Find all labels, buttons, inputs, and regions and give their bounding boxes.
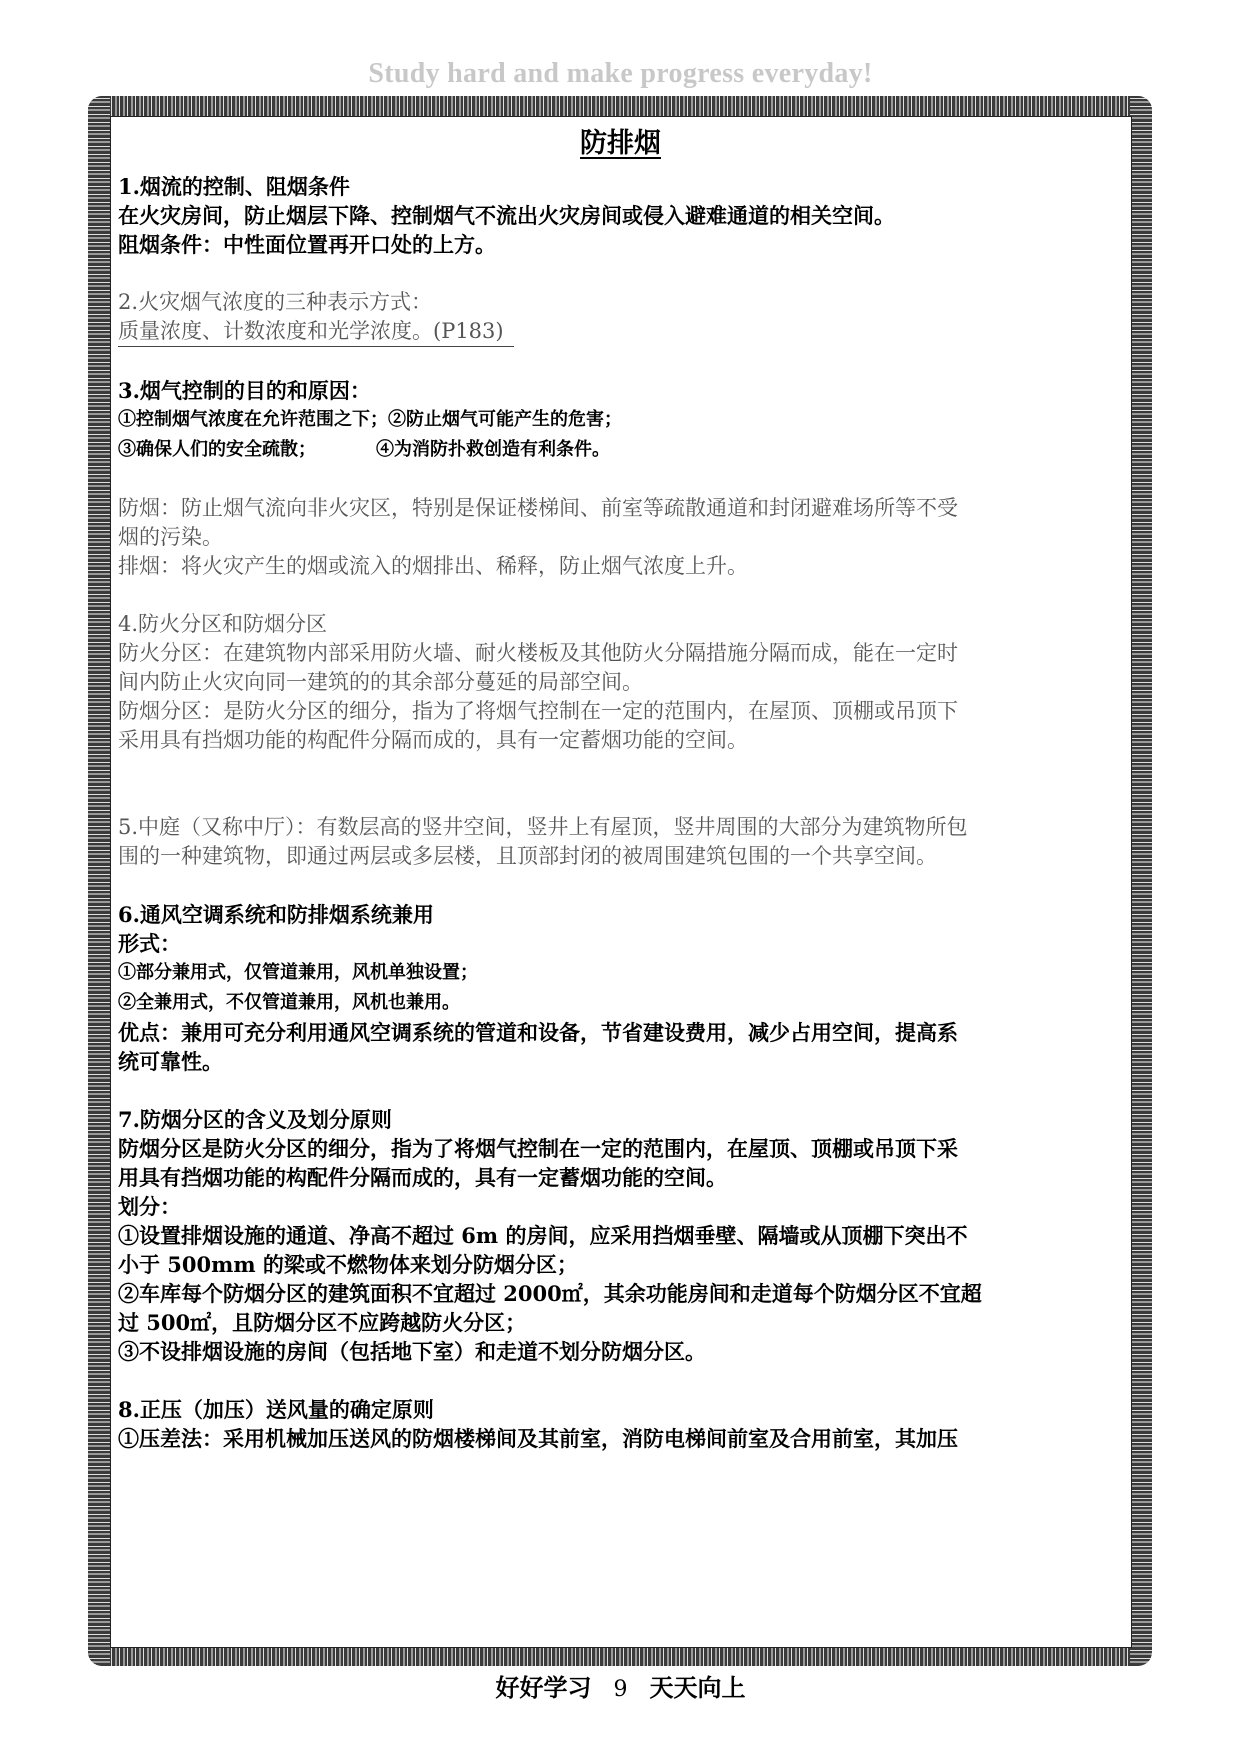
sec6-line4: 优点：兼用可充分利用通风空调系统的管道和设备，节省建设费用，减少占用空间，提高系 [118, 1020, 958, 1045]
sec5-line1: 5.中庭（又称中厅）：有数层高的竖井空间，竖井上有屋顶，竖井周围的大部分为建筑物所包 [118, 815, 968, 839]
page-footer [0, 1668, 1241, 1703]
footer-right: 天天向上 [649, 1673, 746, 1702]
sec3-line2b: ④为消防扑救创造有利条件。 [376, 439, 610, 460]
sec7-line8: ③不设排烟设施的房间（包括地下室）和走道不划分防烟分区。 [118, 1339, 706, 1364]
sec4-line4: 采用具有挡烟功能的构配件分隔而成的，具有一定蓄烟功能的空间。 [118, 728, 748, 752]
sec1-line1: 在火灾房间，防止烟层下降、控制烟气不流出火灾房间或侵入避难通道的相关空间。 [118, 203, 895, 228]
sec3-line2a: ③确保人们的安全疏散； [118, 439, 316, 460]
sec7-line6: ②车库每个防烟分区的建筑面积不宜超过 2000㎡，其余功能房间和走道每个防烟分区不宜超 [118, 1281, 982, 1306]
sec4-line3: 防烟分区：是防火分区的细分，指为了将烟气控制在一定的范围内，在屋顶、顶棚或吊顶下 [118, 699, 958, 723]
sec7-line5: 小于 500mm 的梁或不燃物体来划分防烟分区； [118, 1252, 578, 1277]
sec7-line4: ①设置排烟设施的通道、净高不超过 6m 的房间，应采用挡烟垂壁、隔墙或从顶棚下突出不 [118, 1223, 968, 1248]
sec8-line1: ①压差法：采用机械加压送风的防烟楼梯间及其前室，消防电梯间前室及合用前室，其加压 [118, 1426, 958, 1451]
sec3-line5: 排烟：将火灾产生的烟或流入的烟排出、稀释，防止烟气浓度上升。 [118, 554, 748, 578]
sec7-line2: 用具有挡烟功能的构配件分隔而成的，具有一定蓄烟功能的空间。 [118, 1165, 727, 1190]
sec1-line2: 阻烟条件：中性面位置再开口处的上方。 [118, 232, 496, 257]
sec6-heading: 6.通风空调系统和防排烟系统兼用 [118, 902, 434, 927]
sec6-line1: 形式： [118, 931, 181, 956]
sec3-heading: 3.烟气控制的目的和原因： [118, 378, 371, 403]
sec2-heading: 2.火灾烟气浓度的三种表示方式： [118, 290, 433, 314]
sec5-line2: 围的一种建筑物，即通过两层或多层楼，且顶部封闭的被周围建筑包围的一个共享空间。 [118, 844, 937, 868]
page-title: 防排烟 [580, 128, 661, 159]
header-motto: Study hard and make progress everyday! [368, 58, 873, 89]
sec6-line3: ②全兼用式，不仅管道兼用，风机也兼用。 [118, 992, 460, 1013]
sec1-heading: 1.烟流的控制、阻烟条件 [118, 174, 350, 199]
sec3-line1: ①控制烟气浓度在允许范围之下；②防止烟气可能产生的危害； [118, 409, 622, 430]
page-number: 9 [613, 1677, 628, 1702]
sec4-heading: 4.防火分区和防烟分区 [118, 612, 328, 636]
sec2-line1: 质量浓度、计数浓度和光学浓度。(P183) [118, 317, 514, 347]
sec7-line1: 防烟分区是防火分区的细分，指为了将烟气控制在一定的范围内，在屋顶、顶棚或吊顶下采 [118, 1136, 958, 1161]
sec7-line7: 过 500㎡，且防烟分区不应跨越防火分区； [118, 1310, 527, 1335]
sec3-line3: 防烟：防止烟气流向非火灾区，特别是保证楼梯间、前室等疏散通道和封闭避难场所等不受 [118, 496, 958, 520]
document-body [118, 126, 1123, 1453]
sec7-line3: 划分： [118, 1194, 181, 1219]
sec4-line1: 防火分区：在建筑物内部采用防火墙、耐火楼板及其他防火分隔措施分隔而成，能在一定时 [118, 641, 958, 665]
sec6-line2: ①部分兼用式，仅管道兼用，风机单独设置； [118, 962, 478, 983]
sec6-line5: 统可靠性。 [118, 1049, 223, 1074]
footer-left: 好好学习 [495, 1673, 592, 1702]
sec8-heading: 8.正压（加压）送风量的确定原则 [118, 1397, 434, 1422]
sec4-line2: 间内防止火灾向同一建筑的的其余部分蔓延的局部空间。 [118, 670, 643, 694]
sec3-line4: 烟的污染。 [118, 525, 223, 549]
sec7-heading: 7.防烟分区的含义及划分原则 [118, 1107, 392, 1132]
